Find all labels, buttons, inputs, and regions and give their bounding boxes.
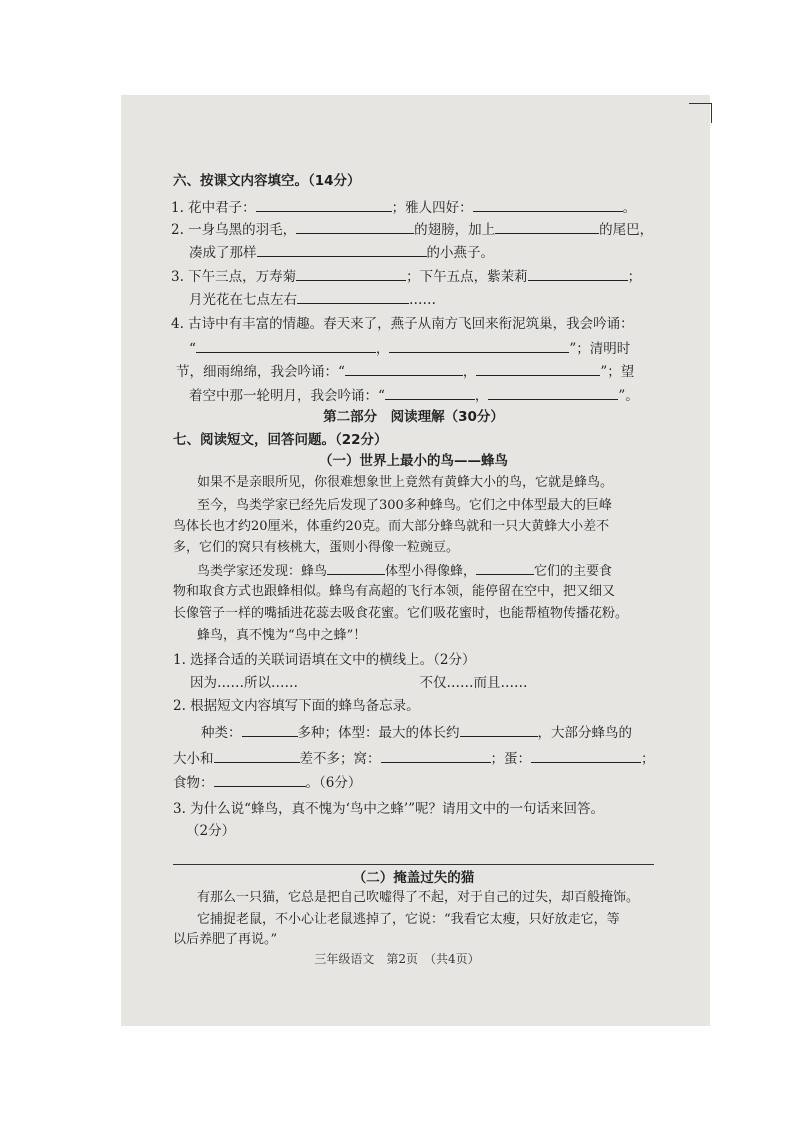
answer-blank[interactable] <box>460 723 538 737</box>
answer-blank[interactable] <box>385 386 475 400</box>
question-7-1: 1. 选择合适的关联词语填在文中的横线上。（2分） <box>173 652 476 668</box>
answer-blank[interactable] <box>531 749 641 763</box>
question-7-2-line1: 种类： 多种；体型：最大的体长约 ，大部分蜂鸟的 <box>201 725 632 741</box>
part-two-title: 第二部分 阅读理解（30分） <box>323 409 504 425</box>
answer-blank[interactable] <box>473 198 623 212</box>
question-7-3: 3. 为什么说“蜂鸟，真不愧为‘鸟中之蜂’”呢？请用文中的一句话来回答。 <box>173 801 605 817</box>
answer-blank[interactable] <box>296 267 406 281</box>
answer-blank[interactable] <box>214 749 300 763</box>
question-6-4-line4: 着空中那一轮明月，我会吟诵：“ ， ”。 <box>189 388 639 404</box>
passage-one-line: 至今，鸟类学家已经先后发现了300多种蜂鸟。它们之中体型最大的巨峰 <box>197 498 612 513</box>
answer-blank[interactable] <box>257 243 427 257</box>
question-7-2-line3: 食物： 。（6分） <box>173 775 362 791</box>
question-6-3: 3. 下午三点，万寿菊 ；下午五点，紫茉莉 ； <box>171 269 642 285</box>
question-6-4-line3: 节，细雨绵绵，我会吟诵：“ ， ”；望 <box>176 364 635 380</box>
question-7-2: 2. 根据短文内容填写下面的蜂鸟备忘录。 <box>173 698 420 714</box>
answer-blank[interactable] <box>256 198 392 212</box>
passage-one-line: 长像管子一样的嘴插进花蕊去吸食花蜜。它们吸花蜜时，也能帮植物传播花粉。 <box>173 606 629 621</box>
passage-two-line: 它捕捉老鼠，不小心让老鼠逃掉了，它说：“我看它太瘦，只好放走它，等 <box>197 912 620 927</box>
passage-one-p3: 鸟类学家还发现：蜂鸟 体型小得像蜂， 它们的主要食 <box>197 561 612 581</box>
question-6-2-line2: 凑成了那样 的小燕子。 <box>189 245 494 261</box>
question-6-4: 4. 古诗中有丰富的情趣。春天来了，燕子从南方飞回来衔泥筑巢，我会吟诵： <box>171 316 634 332</box>
answer-blank[interactable] <box>345 362 463 376</box>
question-6-2: 2. 一身乌黑的羽毛， 的翅膀，加上 的尾巴， <box>171 222 654 238</box>
answer-blank[interactable] <box>389 339 569 353</box>
connector-blank-2[interactable] <box>476 561 534 575</box>
passage-one-line: 如果不是亲眼所见，你很难想象世上竟然有黄蜂大小的鸟，它就是蜂鸟。 <box>197 475 614 490</box>
answer-blank[interactable] <box>528 267 628 281</box>
question-7-1-options: 因为……所以…… 不仅……而且…… <box>190 675 528 691</box>
answer-blank[interactable] <box>242 723 298 737</box>
passage-one-line: 鸟体长也才约20厘米，体重约20克。而大部分蜂鸟就和一只大黄蜂大小差不 <box>173 519 610 534</box>
corner-crop-mark <box>689 103 712 123</box>
connector-blank-1[interactable] <box>327 561 385 575</box>
question-6-1: 1. 花中君子： ；雅人四好： 。 <box>171 200 637 216</box>
question-6-4-line2: “ ， ”；清明时 <box>189 341 631 357</box>
passage-two-line: 有那么一只猫，它总是把自己吹嘘得了不起，对于自己的过失，却百般掩饰。 <box>197 890 640 905</box>
passage-two-line: 以后养肥了再说。” <box>173 932 278 947</box>
passage-one-line: 多，它们的窝只有核桃大，蛋则小得像一粒豌豆。 <box>173 540 460 555</box>
question-6-3-line2: 月光花在七点左右 …… <box>189 292 436 308</box>
section-seven-heading: 七、阅读短文，回答问题。（22分） <box>173 432 388 448</box>
answer-blank[interactable] <box>488 386 618 400</box>
answer-blank[interactable] <box>296 220 414 234</box>
answer-blank[interactable] <box>495 220 599 234</box>
passage-one-line: 蜂鸟，真不愧为“鸟中之蜂”！ <box>197 628 367 643</box>
passage-two-title: （二）掩盖过失的猫 <box>352 870 475 886</box>
answer-blank[interactable] <box>196 339 376 353</box>
answer-blank[interactable] <box>381 749 491 763</box>
question-7-2-line2: 大小和 差不多；窝： ；蛋： ； <box>173 751 655 767</box>
answer-blank[interactable] <box>214 773 306 787</box>
answer-line[interactable] <box>173 864 654 865</box>
answer-blank[interactable] <box>297 290 409 304</box>
passage-one-line: 物和取食方式也跟蜂相似。蜂鸟有高超的飞行本领，能停留在空中，把又细又 <box>173 584 616 599</box>
page-footer: 三年级语文 第2页 （共4页） <box>314 952 480 966</box>
question-7-3-score: （2分） <box>186 823 236 839</box>
answer-blank[interactable] <box>476 362 600 376</box>
section-six-heading: 六、按课文内容填空。（14分） <box>173 173 361 189</box>
passage-one-title: （一）世界上最小的鸟——蜂鸟 <box>319 453 508 469</box>
